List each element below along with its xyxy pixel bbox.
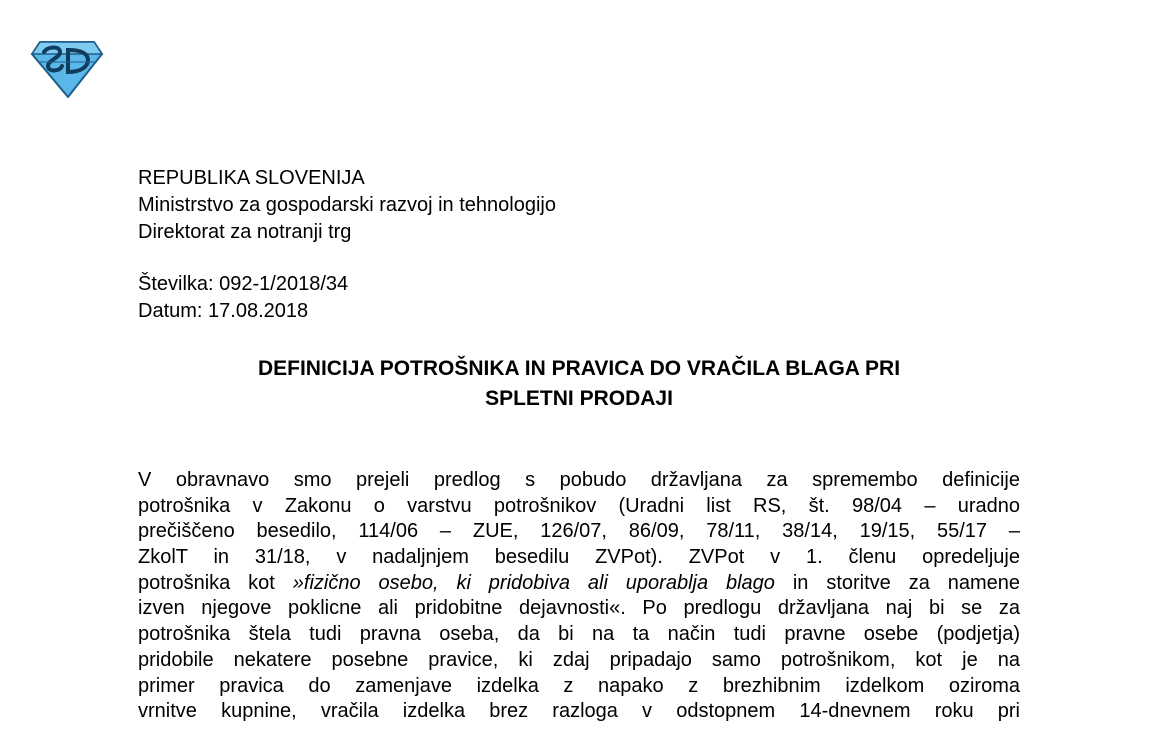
quoted-definition: »fizično osebo, ki pridobiva ali uporablja blago — [292, 571, 775, 594]
title-line-1: DEFINICIJA POTROŠNIKA IN PRAVICA DO VRAČILA BLAGA PRI — [257, 357, 901, 380]
paragraph-line: ZkolT in 31/18, v nadaljnjem besedilu ZVPot). ZVPot v 1. členu opredeljuje — [138, 546, 1020, 569]
title-line-2: SPLETNI PRODAJI — [485, 387, 673, 410]
document-meta — [138, 271, 348, 325]
paragraph-line — [138, 571, 1020, 597]
document-title — [138, 354, 1020, 414]
line-text: potrošnika kot — [138, 571, 293, 594]
issuer-ministry: Ministrstvo za gospodarski razvoj in tehnologijo — [138, 194, 556, 216]
line-text: in storitve za namene — [774, 571, 1020, 594]
paragraph-line: pridobile nekatere posebne pravice, ki zdaj pripadajo samo potrošnikom, kot je na — [138, 648, 1020, 671]
paragraph-line: primer pravica do zamenjave izdelka z napako z brezhibnim izdelkom oziroma — [138, 674, 1020, 697]
ministry-logo — [30, 40, 104, 98]
body-paragraph — [138, 468, 1020, 725]
issuer-directorate: Direktorat za notranji trg — [138, 221, 352, 243]
paragraph-line: potrošnika štela tudi pravna oseba, da bi na ta način tudi pravne osebe (podjetja) — [138, 623, 1020, 646]
paragraph-line: potrošnika v Zakonu o varstvu potrošnikov (Uradni list RS, št. 98/04 – uradno — [138, 494, 1020, 517]
paragraph-line: V obravnavo smo prejeli predlog s pobudo državljana za spremembo definicije — [138, 469, 1020, 491]
document-date: Datum: 17.08.2018 — [138, 300, 309, 322]
paragraph-line: izven njegove poklicne ali pridobitne dejavnosti«. Po predlogu državljana naj bi se za — [138, 597, 1020, 620]
paragraph-line: prečiščeno besedilo, 114/06 – ZUE, 126/07, 86/09, 78/11, 38/14, 19/15, 55/17 – — [138, 520, 1020, 543]
issuer-country: REPUBLIKA SLOVENIJA — [138, 167, 365, 189]
paragraph-line: vrnitve kupnine, vračila izdelka brez razloga v odstopnem 14-dnevnem roku pri — [138, 700, 1020, 723]
issuer-header — [138, 165, 556, 246]
document-number: Številka: 092-1/2018/34 — [138, 273, 349, 295]
